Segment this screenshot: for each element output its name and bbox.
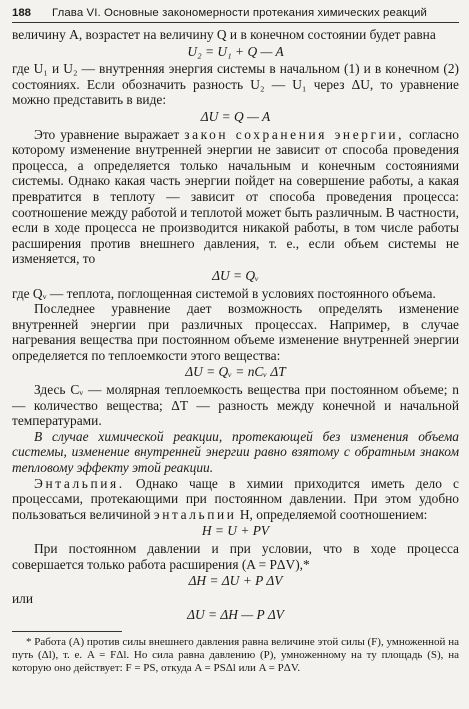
spaced-term: энтальпии bbox=[153, 506, 237, 522]
paragraph: величину A, возрастет на величину Q и в конечном состоянии будет равна bbox=[12, 27, 436, 42]
text-run: H, определяемой соотношением: bbox=[236, 506, 428, 522]
italic-paragraph: В случае химической реакции, протекающей без изменения объема системы, изменение внутренней энергии равно взятому с обратным знаком тепловому эффекту этой реакции. bbox=[12, 428, 459, 476]
equation: H = U + PV bbox=[201, 523, 270, 539]
equation: ΔU = Qᵥ bbox=[212, 267, 259, 283]
paragraph: где Qᵥ — теплота, поглощенная системой в условиях постоянного объема. bbox=[12, 285, 436, 301]
equation: U₂ = U₁ + Q — A bbox=[187, 43, 284, 59]
footnote bbox=[12, 636, 459, 675]
paragraph: Здесь Cᵥ — молярная теплоемкость вещества при постоянном объеме; n — количество вещества; ΔT — разность между конечной и начальной температурами. bbox=[12, 382, 459, 429]
equation: ΔH = ΔU + P ΔV bbox=[188, 573, 283, 589]
spaced-term: Энтальпия. bbox=[34, 475, 125, 491]
text-run: согласно которому изменение внутренней энергии не зависит от способа проведения процесса, а определяется только начальным и конечным состояниями системы. Однако какая часть энергии пойдет на совершение работы, а какая превратится в теплоту — зависит от способа проведения процесса: соотношение между работой и теплотой может быть различным. В частности, если в ходе процесса не производится никакой работы, в том числе работы расширения против внешнего давления, т. е., если объем системы не изменяется, то bbox=[12, 126, 459, 267]
footnote-divider bbox=[12, 631, 122, 632]
page-number: 188 bbox=[12, 7, 32, 19]
paragraph: Последнее уравнение дает возможность определять изменение внутренней энергии при различных процессах. Например, в случае нагревания вещества при постоянном объеме изменение внутренней энергии определяется по теплоемкости этого вещества: bbox=[12, 301, 459, 363]
running-title: Глава VI. Основные закономерности протекания химических реакций bbox=[52, 7, 427, 19]
paragraph bbox=[12, 476, 459, 523]
spaced-term: закон сохранения энергии, bbox=[184, 126, 405, 142]
text-run: Однако чаще в химии приходится иметь дело с процессами, протекающими при постоянном давлении. При этом удобно пользоваться величиной bbox=[12, 475, 459, 522]
paragraph: или bbox=[12, 590, 34, 606]
paragraph bbox=[12, 127, 459, 267]
paragraph: При постоянном давлении и при условии, что в ходе процесса совершается только работа расширения (A = PΔV),* bbox=[12, 541, 459, 572]
text-run: Это уравнение выражает bbox=[34, 126, 185, 142]
equation: ΔU = Qᵥ = nCᵥ ΔT bbox=[185, 364, 286, 380]
equation: ΔU = Q — A bbox=[200, 108, 271, 124]
paragraph: где U₁ и U₂ — внутренняя энергия системы в начальном (1) и в конечном (2) состояниях. Если обозначить разность U₂ — U₁ через ΔU, то уравнение можно представить в виде: bbox=[12, 61, 459, 108]
footnote-text: * Работа (A) против силы внешнего давления равна величине этой силы (F), умноженной на путь (Δl), т. е. A = FΔl. Но сила равна давлению (P), умноженному на ту площадь (S), на которую оно действует: F = PS, откуда A = PSΔl или A = PΔV. bbox=[12, 635, 459, 674]
equation: ΔU = ΔH — P ΔV bbox=[187, 607, 284, 623]
running-header bbox=[12, 6, 459, 23]
main-text bbox=[12, 27, 459, 623]
